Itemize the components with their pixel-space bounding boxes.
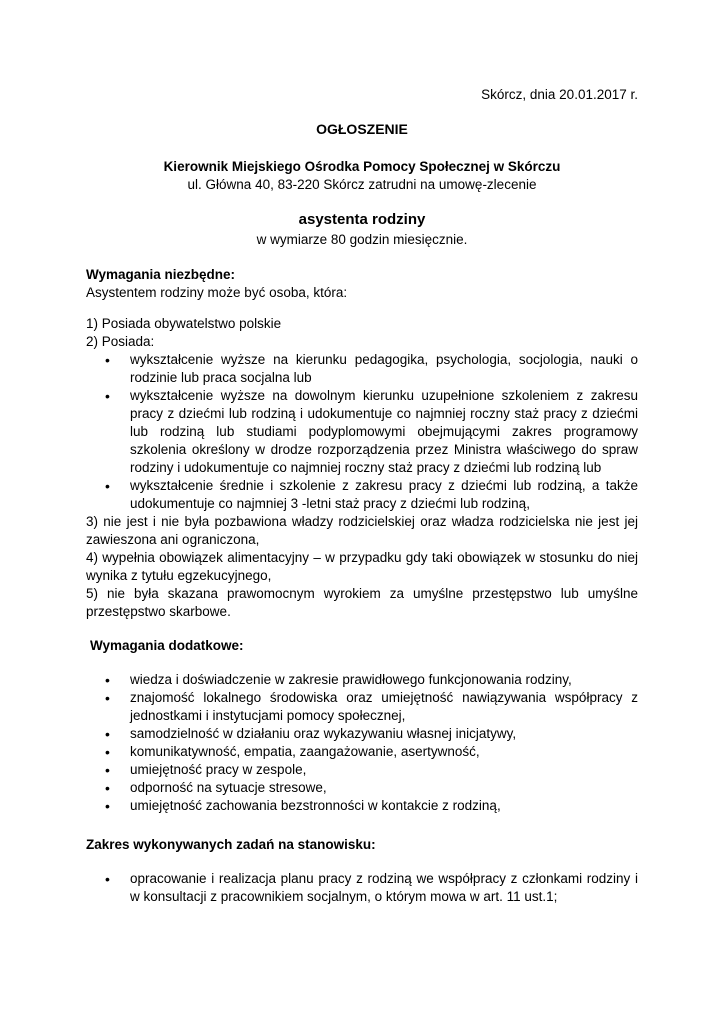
duties-list	[86, 870, 638, 906]
working-hours: w wymiarze 80 godzin miesięcznie.	[256, 232, 468, 247]
duties-section	[86, 870, 638, 906]
requirement-item: 4) wypełnia obowiązek alimentacyjny – w przypadku gdy taki obowiązek w stosunku do niej wynika z tytułu egzekucyjnego,	[86, 550, 638, 583]
requirement-item: 5) nie była skazana prawomocnym wyrokiem za umyślne przestępstwo lub umyślne przestępstwo skarbowe.	[86, 586, 638, 619]
employer-name: Kierownik Miejskiego Ośrodka Pomocy Społecznej w Skórczu	[163, 159, 561, 174]
list-item: • samodzielność w działaniu oraz wykazywaniu własnej inicjatywy,	[86, 725, 638, 743]
requirement-item: 2) Posiada:	[86, 334, 155, 349]
list-item: • znajomość lokalnego środowiska oraz umiejętność nawiązywania współpracy z jednostkami i instytucjami pomocy społecznej,	[86, 689, 638, 725]
position-title: asystenta rodziny	[298, 211, 426, 228]
list-item: • opracowanie i realizacja planu pracy z rodziną we współpracy z członkami rodziny i w konsultacji z pracownikiem socjalnym, o którym mowa w art. 11 ust.1;	[86, 870, 638, 906]
requirement-item: 1) Posiada obywatelstwo polskie	[86, 316, 282, 331]
requirements-section	[86, 266, 638, 302]
announcement-title: OGŁOSZENIE	[316, 121, 408, 137]
list-item: • odporność na sytuacje stresowe,	[86, 779, 638, 797]
list-item: • wykształcenie wyższe na kierunku pedagogika, psychologia, socjologia, nauki o rodzinie lub praca socjalna lub	[86, 351, 638, 387]
date-line: Skórcz, dnia 20.01.2017 r.	[481, 87, 638, 102]
list-item: • umiejętność zachowania bezstronności w kontakcie z rodziną,	[86, 797, 638, 815]
additional-heading: Wymagania dodatkowe:	[90, 638, 244, 653]
employer-block	[86, 158, 638, 194]
requirement-item: 3) nie jest i nie była pozbawiona władzy rodzicielskiej oraz władza rodzicielska nie jest jej zawieszona ani ograniczona,	[86, 514, 638, 547]
requirements-heading: Wymagania niezbędne:	[86, 267, 236, 282]
education-list	[86, 351, 638, 513]
list-item: • wiedza i doświadczenie w zakresie prawidłowego funkcjonowania rodziny,	[86, 671, 638, 689]
duties-heading: Zakres wykonywanych zadań na stanowisku:	[86, 837, 376, 852]
list-item: • wykształcenie wyższe na dowolnym kierunku uzupełnione szkoleniem z zakresu pracy z dziećmi lub rodziną i udokumentuje co najmniej roczny staż pracy z dziećmi lub rodziną lub studiami podyplomowymi obejmującymi zakres programowy szkolenia określony w drodze rozporządzenia przez Ministra właściwego do spraw rodziny i udokumentuje co najmniej roczny staż pracy z dziećmi lub rodziną lub	[86, 387, 638, 477]
requirements-list	[86, 315, 638, 621]
requirements-intro: Asystentem rodziny może być osoba, która:	[86, 285, 348, 300]
additional-list	[86, 671, 638, 815]
employer-address: ul. Główna 40, 83-220 Skórcz zatrudni na umowę-zlecenie	[187, 177, 537, 192]
list-item: • wykształcenie średnie i szkolenie z zakresu pracy z dziećmi lub rodziną, a także udokumentuje co najmniej 3 -letni staż pracy z dziećmi lub rodziną,	[86, 477, 638, 513]
list-item: • umiejętność pracy w zespole,	[86, 761, 638, 779]
additional-section	[86, 671, 638, 815]
list-item: • komunikatywność, empatia, zaangażowanie, asertywność,	[86, 743, 638, 761]
